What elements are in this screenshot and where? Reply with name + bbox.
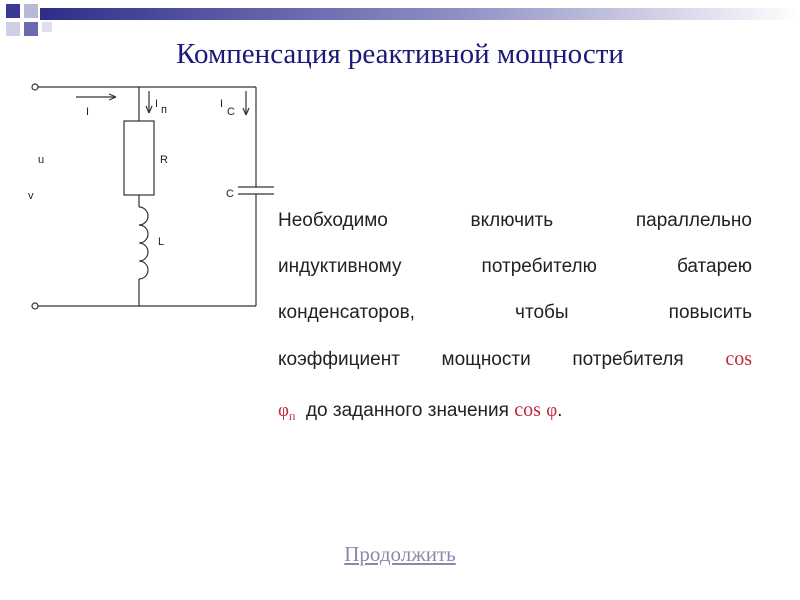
resistor-symbol <box>124 121 154 195</box>
text-line-1: Необходимо включить параллельно <box>278 210 752 231</box>
label-Ic: I <box>220 98 224 110</box>
label-In: I <box>155 98 159 110</box>
cos-term-1: cos <box>725 348 752 370</box>
text-period: . <box>557 400 563 421</box>
text-line-5 <box>278 387 752 439</box>
text-line-4 <box>278 336 752 383</box>
label-In-sub: п <box>161 104 167 116</box>
continue-link[interactable]: Продолжить <box>344 542 456 566</box>
circuit-diagram <box>0 75 280 315</box>
text-line-5-words: до заданного значения <box>305 400 509 421</box>
label-I: I <box>86 106 90 118</box>
text-line-2: индуктивному потребителю батарею <box>278 256 752 277</box>
inductor-symbol <box>139 207 148 279</box>
label-L: L <box>158 236 165 248</box>
phi-subscript: п <box>288 409 296 423</box>
text-line-3: конденсаторов, чтобы повысить <box>278 302 752 323</box>
label-R: R <box>160 154 168 166</box>
phi-term-1: φ <box>278 400 289 421</box>
label-U: u <box>38 154 45 166</box>
cos-term-2: cos <box>514 399 541 421</box>
phi-term-2: φ <box>546 400 558 421</box>
text-line-4-words: коэффициент мощности потребителя <box>278 349 684 370</box>
slide-title: Компенсация реактивной мощности <box>176 38 624 70</box>
label-C: C <box>226 188 234 200</box>
terminal-top <box>32 84 38 90</box>
label-Ic-sub: C <box>227 106 235 118</box>
explanation-text <box>278 198 752 439</box>
label-v: v <box>28 190 34 202</box>
terminal-bottom <box>32 303 38 309</box>
